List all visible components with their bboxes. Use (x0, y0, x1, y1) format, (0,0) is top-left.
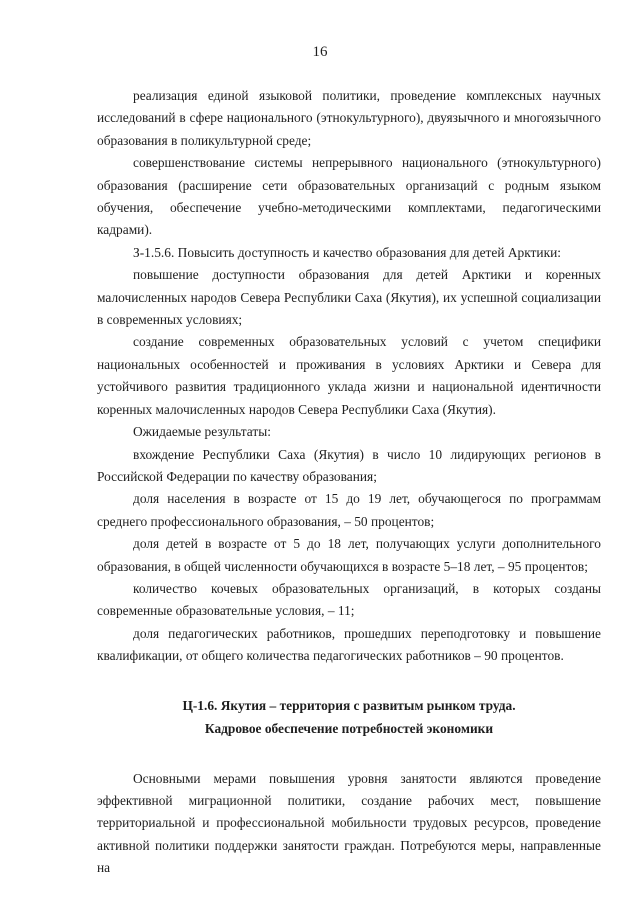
paragraph: количество кочевых образовательных организаций, в которых созданы современные образовательные условия, – 11; (97, 580, 601, 619)
paragraph: реализация единой языковой политики, проведение комплексных научных исследований в сфере национального (этнокультурного), двуязычного и многоязычного образования в поликультурной среде; (97, 88, 601, 148)
section-heading (97, 694, 601, 740)
paragraph: доля детей в возрасте от 5 до 18 лет, получающих услуги дополнительного образования, в общей численности обучающихся в возрасте 5–18 лет, – 95 процентов; (97, 536, 601, 574)
paragraph: создание современных образовательных условий с учетом специфики национальных особенностей и проживания в условиях Арктики и Севера для устойчивого развития традиционного уклада жизни и национальной идентичности коренных малочисленных народов Севера Республики Саха (Якутия). (97, 334, 601, 417)
paragraph: доля населения в возрасте от 15 до 19 лет, обучающегося по программам среднего профессионального образования, – 50 процентов; (97, 491, 601, 529)
paragraph: Основными мерами повышения уровня занятости являются проведение эффективной миграционной политики, создание рабочих мест, повышение территориальной и профессиональной мобильности трудовых ресурсов, проведение активной политики поддержки занятости граждан. Потребуются меры, направленные на (97, 770, 601, 876)
paragraph: вхождение Республики Саха (Якутия) в число 10 лидирующих регионов в Российской Федерации по качеству образования; (97, 446, 601, 484)
page-number: 16 (312, 44, 328, 60)
document-body (97, 85, 601, 880)
section-heading-line-1: Ц-1.6. Якутия – территория с развитым рынком труда. (182, 697, 516, 713)
expected-results-label: Ожидаемые результаты: (133, 424, 271, 440)
paragraph: совершенствование системы непрерывного национального (этнокультурного) образования (расширение сети образовательных организаций с родным языком обучения, обеспечение учебно-методическими комплектами, педагогическими кадрами). (97, 155, 601, 238)
paragraph: доля педагогических работников, прошедших переподготовку и повышение квалификации, от общего количества педагогических работников – 90 процентов. (97, 625, 601, 664)
task-heading-paragraph: З-1.5.6. Повысить доступность и качество образования для детей Арктики: (133, 244, 561, 260)
section-heading-line-2: Кадровое обеспечение потребностей экономики (204, 720, 494, 736)
paragraph: повышение доступности образования для детей Арктики и коренных малочисленных народов Севера Республики Саха (Якутия), их успешной социализации в современных условиях; (97, 267, 601, 328)
